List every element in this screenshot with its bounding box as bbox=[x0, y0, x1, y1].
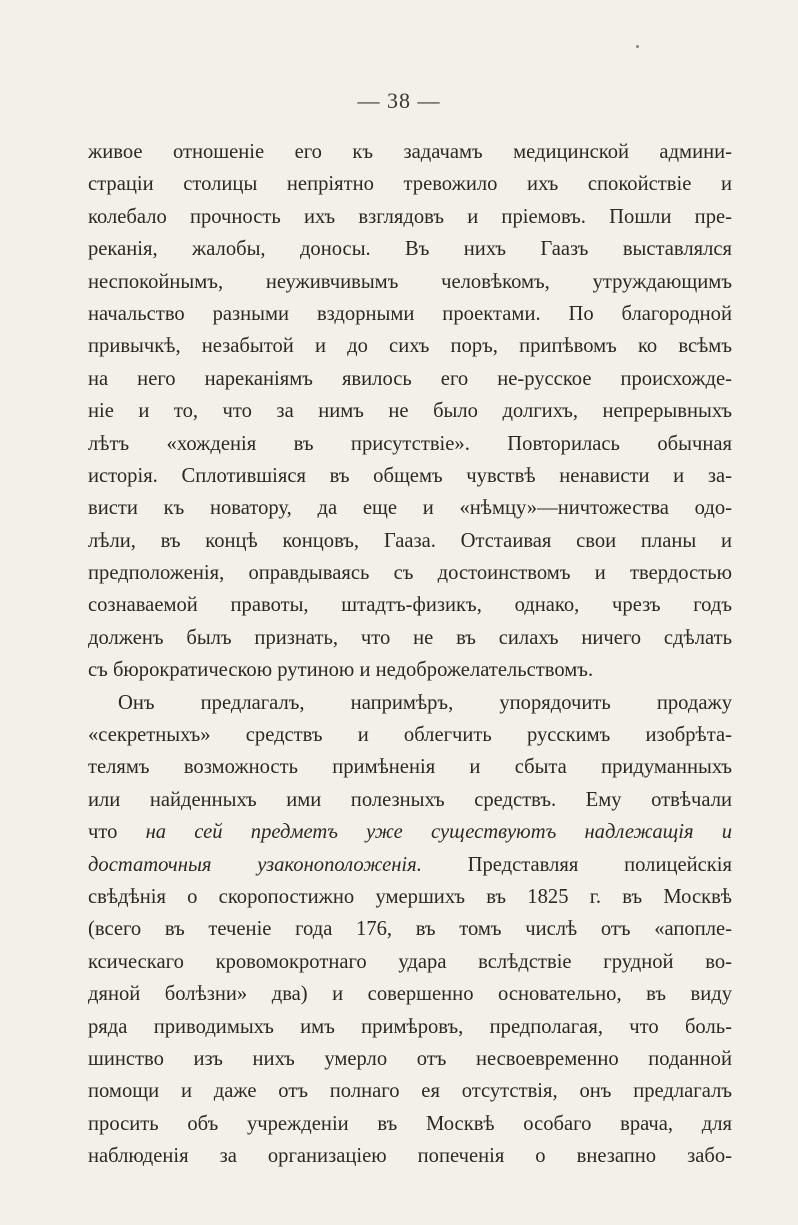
text-line: неспокойнымъ, неуживчивымъ человѣкомъ, утруждающимъ bbox=[88, 270, 732, 293]
text-line: телямъ возможность примѣненія и сбыта придуманныхъ bbox=[88, 756, 732, 779]
body-text bbox=[88, 136, 732, 1173]
text-line-paragraph-start: Онъ предлагалъ, напримѣръ, упорядочить продажу bbox=[118, 691, 732, 714]
italic-quote: на сей предметъ уже существуютъ надлежащія и bbox=[145, 821, 733, 844]
text-line: (всего въ теченіе года 176, въ томъ числѣ отъ «апопле- bbox=[88, 918, 732, 941]
text-line: просить объ учрежденіи въ Москвѣ особаго врача, для bbox=[88, 1112, 732, 1135]
text-segment: что bbox=[88, 821, 146, 844]
text-segment: Представляя полицейскія bbox=[421, 853, 732, 876]
text-line: на него нареканіямъ явилось его не-русское происхожде- bbox=[88, 367, 732, 390]
text-line: колебало прочность ихъ взглядовъ и пріемовъ. Пошли пре- bbox=[88, 205, 732, 228]
text-line: начальство разными вздорными проектами. По благородной bbox=[88, 302, 732, 325]
text-line: лѣтъ «хожденія въ присутствіе». Повторилась обычная bbox=[88, 432, 732, 455]
text-line: висти къ новатору, да еще и «нѣмцу»—ничтожества одо- bbox=[88, 497, 732, 520]
text-line: дяной болѣзни» два) и совершенно основательно, въ виду bbox=[88, 983, 732, 1006]
italic-quote: достаточныя узаконоположенія. bbox=[88, 853, 422, 876]
text-line: наблюденія за организаціею попеченія о внезапно забо- bbox=[88, 1145, 732, 1168]
text-line: предположенія, оправдываясь съ достоинствомъ и твердостью bbox=[88, 562, 732, 585]
text-line: ніе и то, что за нимъ не было долгихъ, непрерывныхъ bbox=[88, 400, 732, 423]
text-line-paragraph-end: съ бюрократическою рутиною и недоброжелательствомъ. bbox=[88, 659, 594, 682]
text-line: шинство изъ нихъ умерло отъ несвоевременно поданной bbox=[88, 1047, 732, 1070]
text-line: реканія, жалобы, доносы. Въ нихъ Гаазъ выставлялся bbox=[88, 238, 732, 261]
ink-speck bbox=[636, 45, 639, 48]
text-line: «секретныхъ» средствъ и облегчить русскимъ изобрѣта- bbox=[88, 724, 732, 747]
text-line: лѣли, въ концѣ концовъ, Гааза. Отстаивая свои планы и bbox=[88, 529, 732, 552]
text-line: живое отношеніе его къ задачамъ медицинской админи- bbox=[88, 141, 732, 163]
text-line: долженъ былъ признать, что не въ силахъ ничего сдѣлать bbox=[88, 626, 732, 649]
text-line: сознаваемой правоты, штадтъ-физикъ, однако, чрезъ годъ bbox=[88, 594, 732, 617]
text-line: помощи и даже отъ полнаго ея отсутствія, онъ предлагалъ bbox=[88, 1080, 732, 1103]
text-line: или найденныхъ ими полезныхъ средствъ. Ему отвѣчали bbox=[88, 788, 732, 811]
text-line: ксическаго кровомокротнаго удара вслѣдствіе грудной во- bbox=[88, 950, 732, 973]
text-line: свѣдѣнія о скоропостижно умершихъ въ 1825 г. въ Москвѣ bbox=[88, 885, 732, 908]
text-line-with-italic bbox=[88, 849, 732, 881]
text-line: ряда приводимыхъ имъ примѣровъ, предполагая, что боль- bbox=[88, 1015, 732, 1038]
page-number: — 38 — bbox=[357, 88, 441, 113]
text-line: страціи столицы непріятно тревожило ихъ спокойствіе и bbox=[88, 173, 732, 196]
text-line: исторія. Сплотившіяся въ общемъ чувствѣ ненависти и за- bbox=[88, 464, 732, 487]
text-line-with-italic bbox=[88, 816, 732, 848]
text-line: привычкѣ, незабытой и до сихъ поръ, припѣвомъ ко всѣмъ bbox=[88, 335, 732, 358]
